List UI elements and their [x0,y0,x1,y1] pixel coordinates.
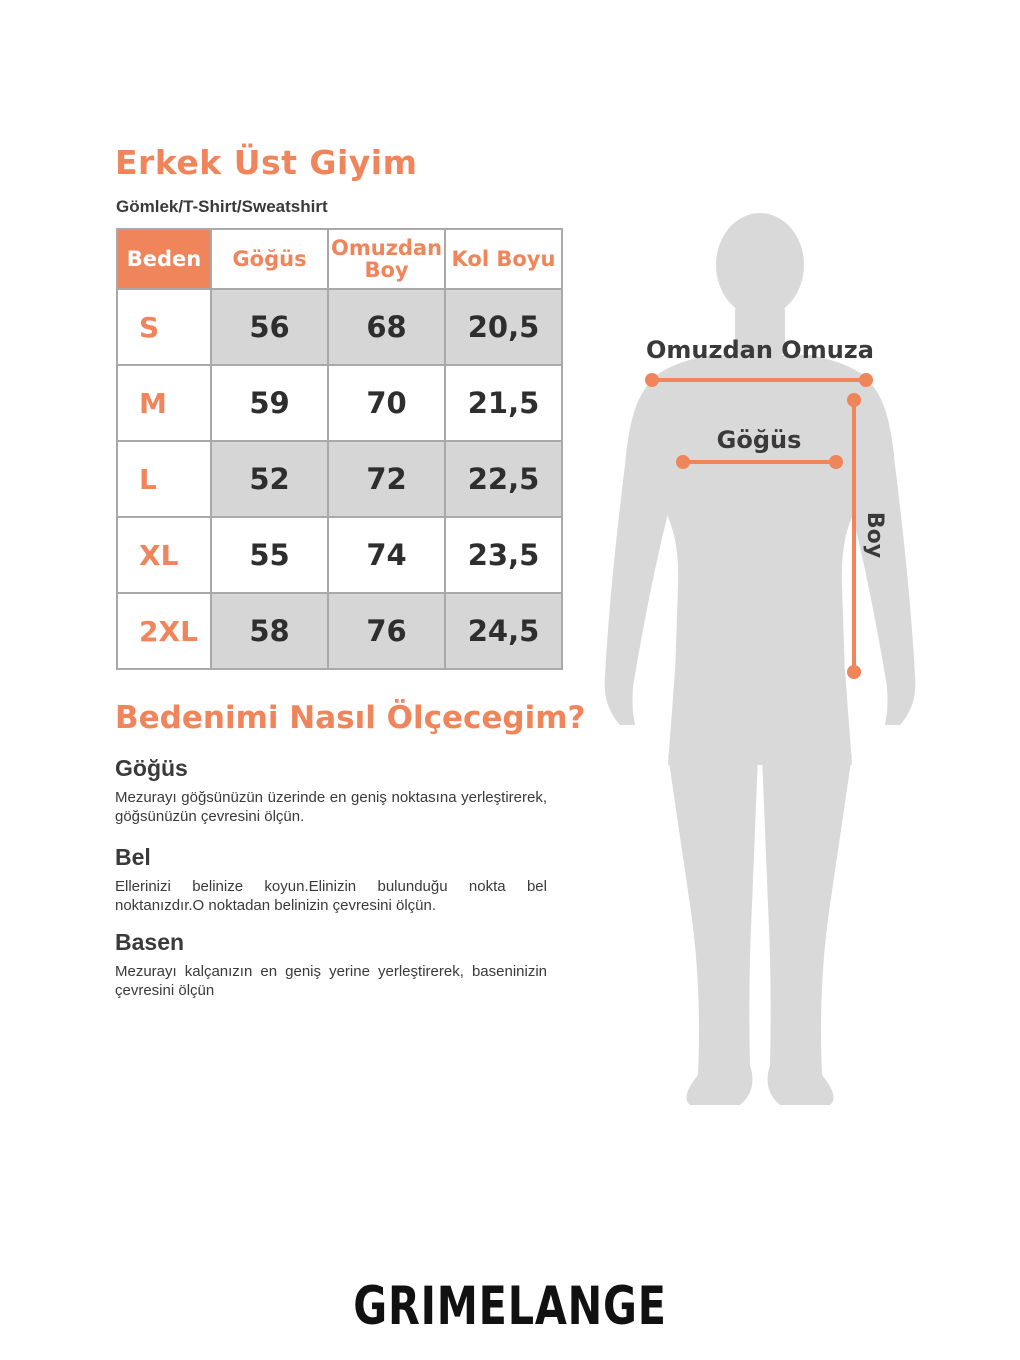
guide-heading: Bel [115,844,151,870]
gogus-cell: 59 [211,365,328,441]
guide-heading: Göğüs [115,755,188,781]
guide-section-bel [115,844,547,915]
table-row [117,441,562,517]
size-table [116,228,563,670]
gogus-cell: 58 [211,593,328,669]
gogus-cell: 52 [211,441,328,517]
boy-cell: 76 [328,593,445,669]
table-header-row [117,229,562,289]
gogus-cell: 55 [211,517,328,593]
guide-heading: Basen [115,929,185,955]
page-subtitle: Gömlek/T-Shirt/Sweatshirt [116,197,328,216]
guide-text: Ellerinizi belinize koyun.Elinizin bulunduğu nokta bel noktanızdır.O noktadan belinizin çevresini ölçün. [115,878,547,914]
table-row [117,289,562,365]
length-top-dot [847,393,861,407]
gogus-cell: 56 [211,289,328,365]
column-header-omuzdan-boy-label: Omuzdan Boy [330,236,443,282]
kol-cell: 23,5 [445,517,562,593]
shoulder-right-dot [859,373,873,387]
brand-logo: GRIMELANGE [353,1276,667,1337]
boy-cell: 72 [328,441,445,517]
table-row [117,593,562,669]
shoulder-left-dot [645,373,659,387]
table-row [117,517,562,593]
size-cell: M [117,365,211,441]
chest-label: Göğüs [716,426,802,454]
guide-section-basen [115,929,547,1000]
guide-text: Mezurayı göğsünüzün üzerinde en geniş noktasına yerleştirerek, göğsünüzün çevresini ölçün. [115,789,547,825]
size-cell: S [117,289,211,365]
shoulder-label: Omuzdan Omuza [646,336,874,364]
column-header-omuzdan-boy [328,229,445,289]
size-cell: XL [117,517,211,593]
page-title: Erkek Üst Giyim [115,143,418,182]
chest-right-dot [829,455,843,469]
size-cell: 2XL [117,593,211,669]
boy-cell: 68 [328,289,445,365]
guide-section-gogus [115,755,547,826]
kol-cell: 21,5 [445,365,562,441]
size-cell: L [117,441,211,517]
guide-text: Mezurayı kalçanızın en geniş yerine yerleştirerek, baseninizin çevresini ölçün [115,963,547,999]
length-label: Boy [862,511,887,559]
column-header-kol-boyu: Kol Boyu [445,229,562,289]
boy-cell: 74 [328,517,445,593]
kol-cell: 20,5 [445,289,562,365]
kol-cell: 24,5 [445,593,562,669]
table-row [117,365,562,441]
chest-left-dot [676,455,690,469]
body-measurement-figure [590,205,930,1125]
column-header-gogus: Göğüs [211,229,328,289]
length-bottom-dot [847,665,861,679]
kol-cell: 22,5 [445,441,562,517]
how-to-measure-title: Bedenimi Nasıl Ölçecegim? [115,700,586,736]
column-header-beden: Beden [117,229,211,289]
body-silhouette-illustration [590,205,930,1125]
boy-cell: 70 [328,365,445,441]
